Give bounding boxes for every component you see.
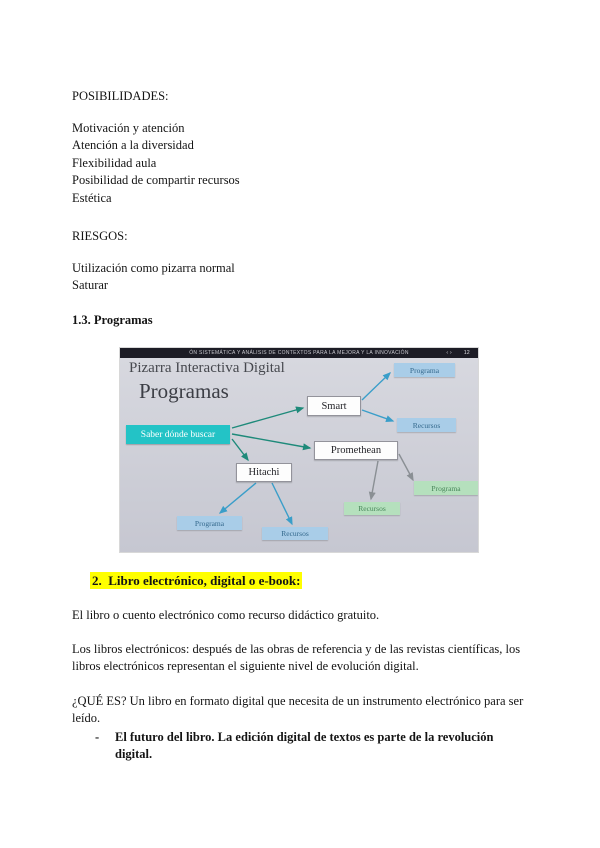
arrow-smart-to-recursos (362, 410, 393, 421)
mindmap-node-recursos-promethean: Recursos (344, 502, 400, 515)
arrow-promethean-to-programa (399, 454, 413, 480)
slide-toolbar-title: ÓN SISTEMÁTICA Y ANÁLISIS DE CONTEXTOS PARA LA MEJORA Y LA INNOVACIÓN (189, 350, 409, 356)
mindmap-node-saber-donde-buscar: Saber dónde buscar (126, 425, 230, 444)
list-item: Flexibilidad aula (72, 155, 157, 170)
bullet-marker: - (95, 730, 100, 744)
paragraph: Los libros electrónicos: después de las obras de referencia y de las revistas científicas, los libros electrónicos representan el siguiente nivel de evolución digital. (72, 642, 521, 674)
posibilidades-list (72, 120, 532, 207)
slide-toolbar (120, 348, 478, 358)
arrow-hitachi-to-recursos (272, 483, 292, 524)
highlighted-heading-text: 2. Libro electrónico, digital o e-book: (92, 573, 301, 588)
arrow-hitachi-to-programa (220, 483, 256, 513)
mindmap-node-recursos-smart: Recursos (397, 418, 456, 432)
posibilidades-heading: POSIBILIDADES: (72, 89, 169, 103)
arrow-smart-to-programa (362, 373, 390, 400)
mindmap-node-hitachi: Hitachi (236, 463, 292, 482)
slide-title: Pizarra Interactiva Digital (129, 360, 285, 376)
mindmap-node-programa-hitachi: Programa (177, 516, 242, 530)
mindmap-node-programa-smart: Programa (394, 363, 455, 377)
mindmap-node-recursos-hitachi: Recursos (262, 527, 328, 540)
list-item: Saturar (72, 278, 109, 293)
riesgos-list (72, 260, 532, 295)
arrow-promethean-to-recursos (371, 461, 378, 499)
mindmap-arrows (120, 358, 478, 552)
paragraph: El libro o cuento electrónico como recurso didáctico gratuito. (72, 608, 380, 622)
list-item: Atención a la diversidad (72, 138, 194, 153)
riesgos-heading: RIESGOS: (72, 229, 128, 243)
section-2-heading (90, 572, 302, 589)
list-item: Motivación y atención (72, 121, 185, 135)
arrow-saber-to-smart (232, 408, 303, 428)
mindmap-node-promethean: Promethean (314, 441, 398, 460)
mindmap-node-programa-promethean: Programa (414, 481, 478, 495)
mindmap-node-smart: Smart (307, 396, 361, 416)
bullet-text: El futuro del libro. La edición digital de textos es parte de la revolución digital. (115, 730, 494, 762)
slide-nav-arrows: ‹ › (446, 350, 452, 356)
arrow-saber-to-promethean (232, 434, 310, 448)
arrow-saber-to-hitachi (232, 439, 248, 460)
bullet-item (95, 729, 523, 764)
slide-page-number: 12 (463, 350, 470, 356)
list-item: Posibilidad de compartir recursos (72, 173, 240, 188)
section-1-3-heading: 1.3. Programas (72, 313, 153, 327)
list-item: Estética (72, 190, 112, 205)
embedded-slide-screenshot (120, 348, 478, 552)
paragraph: ¿QUÉ ES? Un libro en formato digital que necesita de un instrumento electrónico para ser leído. (72, 694, 524, 726)
list-item: Utilización como pizarra normal (72, 261, 235, 275)
slide-subtitle: Programas (139, 379, 229, 403)
slide-body (120, 358, 478, 552)
